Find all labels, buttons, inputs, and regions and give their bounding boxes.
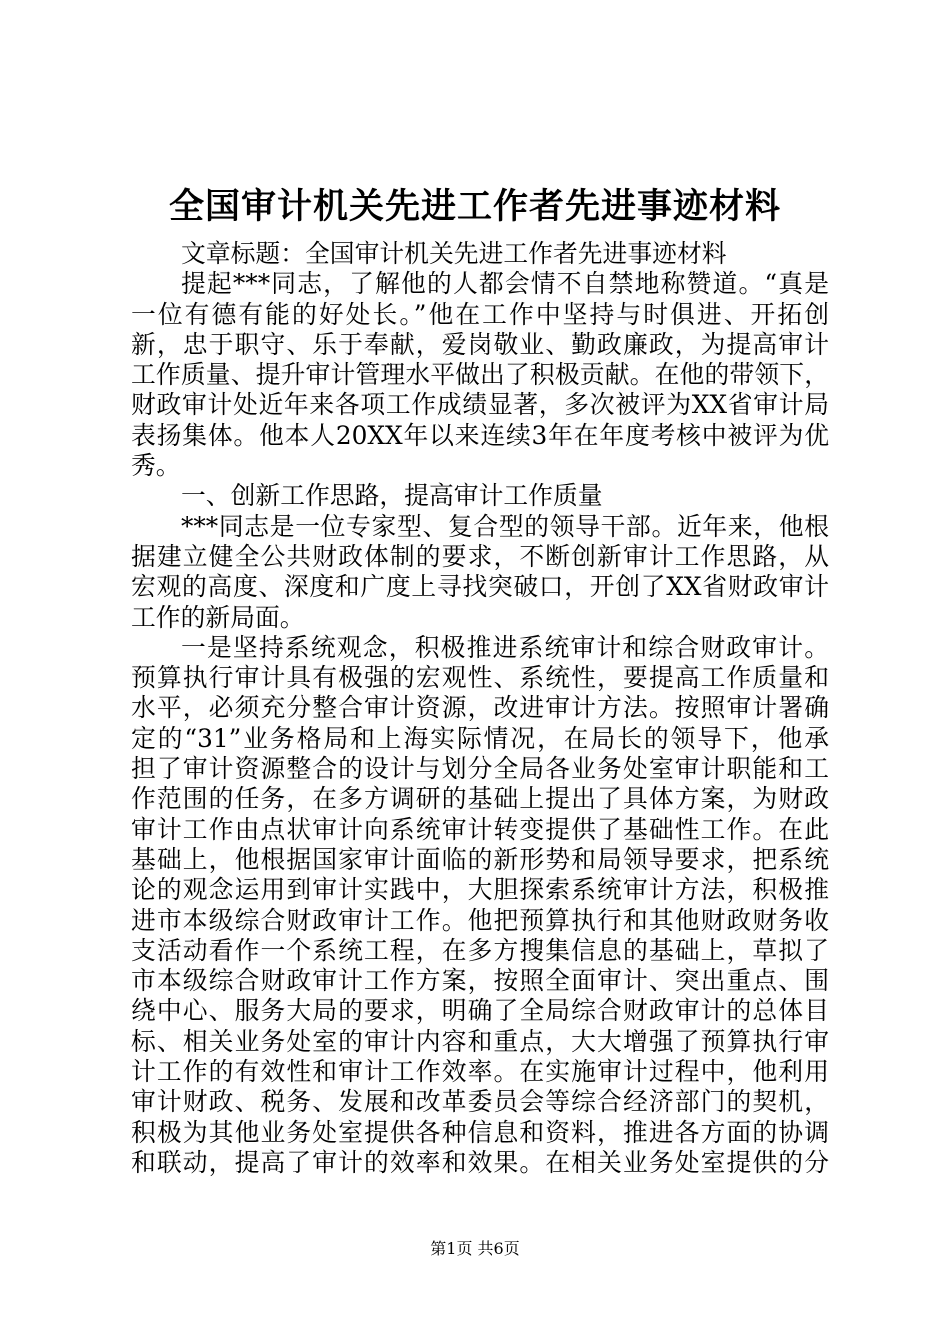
- paragraph-line: 据建立健全公共财政体制的要求，不断创新审计工作思路，从: [131, 541, 829, 571]
- paragraph-line: 表扬集体。他本人20XX年以来连续3年在年度考核中被评为优: [131, 420, 829, 450]
- paragraph-line: 支活动看作一个系统工程，在多方搜集信息的基础上，草拟了: [131, 935, 829, 965]
- paragraph-line: 论的观念运用到审计实践中，大胆探索系统审计方法，积极推: [131, 875, 829, 905]
- paragraph-line: 担了审计资源整合的设计与划分全局各业务处室审计职能和工: [131, 754, 829, 784]
- paragraph-line: 和联动，提高了审计的效率和效果。在相关业务处室提供的分: [131, 1147, 829, 1177]
- section-heading: 一、创新工作思路，提高审计工作质量: [181, 481, 603, 511]
- page-footer: 第1页 共6页: [430, 1239, 520, 1258]
- paragraph-line: 宏观的高度、深度和广度上寻找突破口，开创了XX省财政审计: [131, 572, 829, 602]
- paragraph-line: 作范围的任务，在多方调研的基础上提出了具体方案，为财政: [131, 784, 829, 814]
- document-body: [131, 239, 829, 1178]
- paragraph-line: 积极为其他业务处室提供各种信息和资料，推进各方面的协调: [131, 1117, 829, 1147]
- article-title-line: 文章标题：全国审计机关先进工作者先进事迹材料: [181, 239, 727, 268]
- paragraph-line: 工作的新局面。: [131, 602, 305, 632]
- paragraph-line: 标、相关业务处室的审计内容和重点，大大增强了预算执行审: [131, 1026, 829, 1056]
- paragraph-line: 进市本级综合财政审计工作。他把预算执行和其他财政财务收: [131, 905, 829, 935]
- document-title: 全国审计机关先进工作者先进事迹材料: [168, 186, 781, 227]
- paragraph-line: 秀。: [131, 451, 181, 481]
- paragraph-line: 市本级综合财政审计工作方案，按照全面审计、突出重点、围: [131, 966, 829, 996]
- paragraph-line: 一位有德有能的好处长。”他在工作中坚持与时俱进、开拓创: [131, 299, 829, 329]
- paragraph-line: 工作质量、提升审计管理水平做出了积极贡献。在他的带领下，: [131, 360, 829, 390]
- paragraph-line: 定的“31”业务格局和上海实际情况，在局长的领导下，他承: [131, 723, 829, 753]
- paragraph-line: 新，忠于职守、乐于奉献，爱岗敬业、勤政廉政，为提高审计: [131, 329, 829, 359]
- paragraph-line: 计工作的有效性和审计工作效率。在实施审计过程中，他利用: [131, 1057, 829, 1087]
- paragraph-line: 预算执行审计具有极强的宏观性、系统性，要提高工作质量和: [131, 663, 829, 693]
- paragraph-line: 基础上，他根据国家审计面临的新形势和局领导要求，把系统: [131, 844, 829, 874]
- paragraph-line: 绕中心、服务大局的要求，明确了全局综合财政审计的总体目: [131, 996, 829, 1026]
- paragraph-line: 提起***同志，了解他的人都会情不自禁地称赞道。“真是: [181, 269, 829, 299]
- paragraph-line: 财政审计处近年来各项工作成绩显著，多次被评为XX省审计局: [131, 390, 829, 420]
- paragraph-line: ***同志是一位专家型、复合型的领导干部。近年来，他根: [181, 511, 829, 541]
- paragraph-line: 审计工作由点状审计向系统审计转变提供了基础性工作。在此: [131, 814, 829, 844]
- paragraph-line: 水平，必须充分整合审计资源，改进审计方法。按照审计署确: [131, 693, 829, 723]
- paragraph-line: 审计财政、税务、发展和改革委员会等综合经济部门的契机，: [131, 1087, 829, 1117]
- paragraph-line: 一是坚持系统观念，积极推进系统审计和综合财政审计。: [181, 632, 829, 662]
